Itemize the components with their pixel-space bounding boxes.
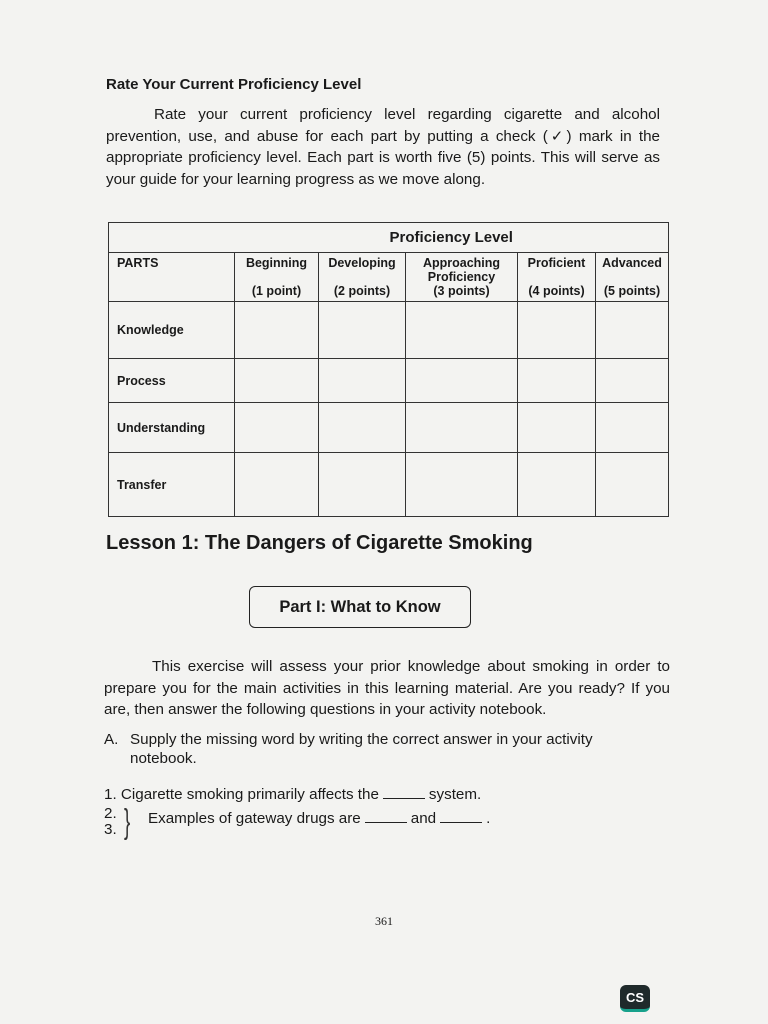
answer-blank <box>365 810 407 823</box>
camscanner-logo-icon: CS <box>620 985 650 1012</box>
check-cell[interactable] <box>518 302 596 359</box>
answer-blank <box>440 810 482 823</box>
check-cell[interactable] <box>319 359 406 403</box>
row-label-process: Process <box>109 359 235 403</box>
check-cell[interactable] <box>319 453 406 517</box>
check-cell[interactable] <box>518 403 596 453</box>
col-developing: Developing (2 points) <box>319 253 406 302</box>
lesson-title: Lesson 1: The Dangers of Cigarette Smoking <box>106 532 533 554</box>
page-number: 361 <box>375 914 393 928</box>
row-label-knowledge: Knowledge <box>109 302 235 359</box>
table-title: Proficiency Level <box>235 223 669 253</box>
check-cell[interactable] <box>406 359 518 403</box>
question-1: 1. Cigarette smoking primarily affects the system. <box>104 786 482 803</box>
check-cell[interactable] <box>319 403 406 453</box>
proficiency-table <box>108 222 669 517</box>
instruction-a: A. Supply the missing word by writing the correct answer in your activity notebook. <box>104 731 593 767</box>
check-cell[interactable] <box>235 453 319 517</box>
check-cell[interactable] <box>406 302 518 359</box>
brace-icon: } <box>124 803 131 841</box>
check-cell[interactable] <box>596 453 669 517</box>
check-cell[interactable] <box>319 302 406 359</box>
question-2-3: Examples of gateway drugs are and . <box>148 810 491 827</box>
intro-paragraph: This exercise will assess your prior knowledge about smoking in order to prepare you for the main activities in this learning material. Are you ready? If you are, then answer the following questions in your activity notebook. <box>104 658 670 718</box>
table-row <box>109 359 669 403</box>
col-approaching: Approaching Proficiency (3 points) <box>406 253 518 302</box>
question-2-3-numbers: 2. 3. <box>104 805 117 838</box>
check-cell[interactable] <box>518 453 596 517</box>
part-title-box: Part I: What to Know <box>249 586 471 628</box>
check-cell[interactable] <box>518 359 596 403</box>
check-cell[interactable] <box>235 403 319 453</box>
col-beginning: Beginning (1 point) <box>235 253 319 302</box>
check-cell[interactable] <box>596 359 669 403</box>
rate-instructions-paragraph: Rate your current proficiency level regarding cigarette and alcohol prevention, use, and abuse for each part by putting a check (✓) mark in the appropriate proficiency level. Each part is worth five (5) points. This will serve as your guide for your learning progress as we move along. <box>106 106 660 188</box>
check-cell[interactable] <box>406 453 518 517</box>
instruction-label: A. <box>104 731 119 748</box>
check-cell[interactable] <box>596 302 669 359</box>
check-cell[interactable] <box>235 359 319 403</box>
row-label-transfer: Transfer <box>109 453 235 517</box>
check-cell[interactable] <box>596 403 669 453</box>
row-label-understanding: Understanding <box>109 403 235 453</box>
section-heading-rate: Rate Your Current Proficiency Level <box>106 76 362 93</box>
table-row <box>109 403 669 453</box>
check-cell[interactable] <box>235 302 319 359</box>
table-row <box>109 302 669 359</box>
col-advanced: Advanced (5 points) <box>596 253 669 302</box>
answer-blank <box>383 786 425 799</box>
parts-header: PARTS <box>109 253 235 302</box>
table-row <box>109 453 669 517</box>
col-proficient: Proficient (4 points) <box>518 253 596 302</box>
check-cell[interactable] <box>406 403 518 453</box>
